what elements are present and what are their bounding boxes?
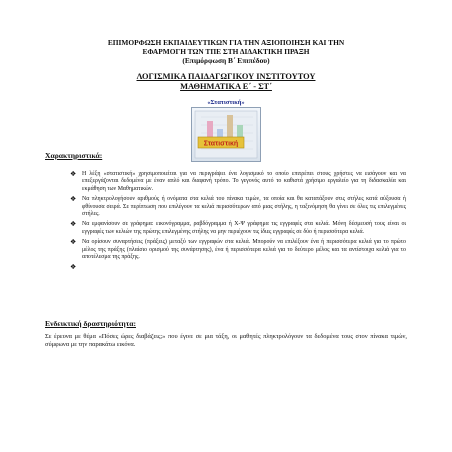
header-line-1: ΕΠΙΜΟΡΦΩΣΗ ΕΚΠΑΙΔΕΥΤΙΚΩΝ ΓΙΑ ΤΗΝ ΑΞΙΟΠΟΙΗΣΗ ΚΑΙ ΤΗΝ <box>107 38 345 47</box>
feature-text: Να ορίσουν συναρτήσεις (πράξεις) μεταξύ των εγγραφών στα κελιά. Μπορούν να επιλέξουν ένα ή περισσότερα κελιά για το πρώτο μέλος της πράξης (πλαίσιο ορισμού της συνάρτησης), ένα ή περισσότερα κελιά για το δεύτερο μέλος και τα αντίστοιχα κελιά για το αποτέλεσμα της πράξης. <box>82 239 406 261</box>
list-item <box>70 195 406 218</box>
software-logo-text: Στατιστική <box>203 140 239 148</box>
list-item <box>70 220 406 236</box>
features-list <box>70 170 406 272</box>
subheader-line-1: ΛΟΓΙΣΜΙΚΑ ΠΑΙΔΑΓΩΓΙΚΟΥ ΙΝΣΤΙΤΟΥΤΟΥ <box>136 72 316 81</box>
diamond-bullet-icon: ❖ <box>70 170 77 178</box>
diamond-bullet-icon: ❖ <box>70 195 77 204</box>
diamond-bullet-icon: ❖ <box>70 263 77 272</box>
feature-text: Η λέξη «στατιστική» χρησιμοποιείται για να περιγράψει ένα λογισμικό το οποίο επιτρέπει στους χρήστες να εισάγουν και να επεξεργάζονται δεδομένα με έναν απλό και διαφανή τρόπο. Το γεγονός αυτό το καθιστά χρήσιμο εργαλείο για τη διδασκαλία και εκμάθηση των Μαθηματικών. <box>82 171 406 192</box>
document-subheader <box>60 72 392 92</box>
diamond-bullet-icon: ❖ <box>70 238 77 247</box>
feature-text: Να εμφανίσουν σε γράφημα: εικονόγραμμα, ραβδόγραμμα ή Χ-Ψ γράφημα τις εγγραφές στα κελιά. Μόνη δέσμευσή τους είναι οι εγγραφές των κελιών της πρώτης επιλεγμένης στήλης να μην περιέχουν τις ίδιες εγγραφές σε δύο ή περισσότερα κελιά. <box>82 221 406 235</box>
header-line-2: ΕΦΑΡΜΟΓΗ ΤΩΝ ΤΠΕ ΣΤΗ ΔΙΔΑΚΤΙΚΗ ΠΡΑΞΗ <box>142 47 310 56</box>
document-header <box>60 38 392 65</box>
subheader-line-2: ΜΑΘΗΜΑΤΙΚΑ Ε΄ - ΣΤ΄ <box>180 82 272 91</box>
diamond-bullet-icon: ❖ <box>70 220 77 229</box>
features-title: Χαρακτηριστικά: <box>45 151 103 160</box>
software-caption: «Στατιστική» <box>207 99 245 106</box>
list-item <box>70 170 406 193</box>
software-logo-image <box>191 107 261 162</box>
list-item <box>70 238 406 261</box>
header-line-3: (Επιμόρφωση Β΄ Επιπέδου) <box>182 56 270 65</box>
activity-text: Σε έρευνα με θέμα «Πόσες ώρες διαβάζεις;» που έγινε σε μια τάξη, οι μαθητές πληκτρολόγουν τα δεδομένα τους στον πίνακα τιμών, σύμφωνα με την παρακάτω εικόνα. <box>45 333 407 349</box>
feature-text: Να πληκτρολογήσουν αριθμούς ή ονόματα στα κελιά του πίνακα τιμών, τα οποία και θα κατατάξουν στις στήλες κατά αύξουσα ή φθίνουσα σειρά. Σε περίπτωση που επιλέγουν τα κελιά περισσότερων από μιας στήλης, η ταξινόμηση θα γίνει σε όλες τις επιλεγμένες στήλες. <box>82 196 406 218</box>
activity-title: Ενδεικτική δραστηριότητα: <box>45 319 136 328</box>
